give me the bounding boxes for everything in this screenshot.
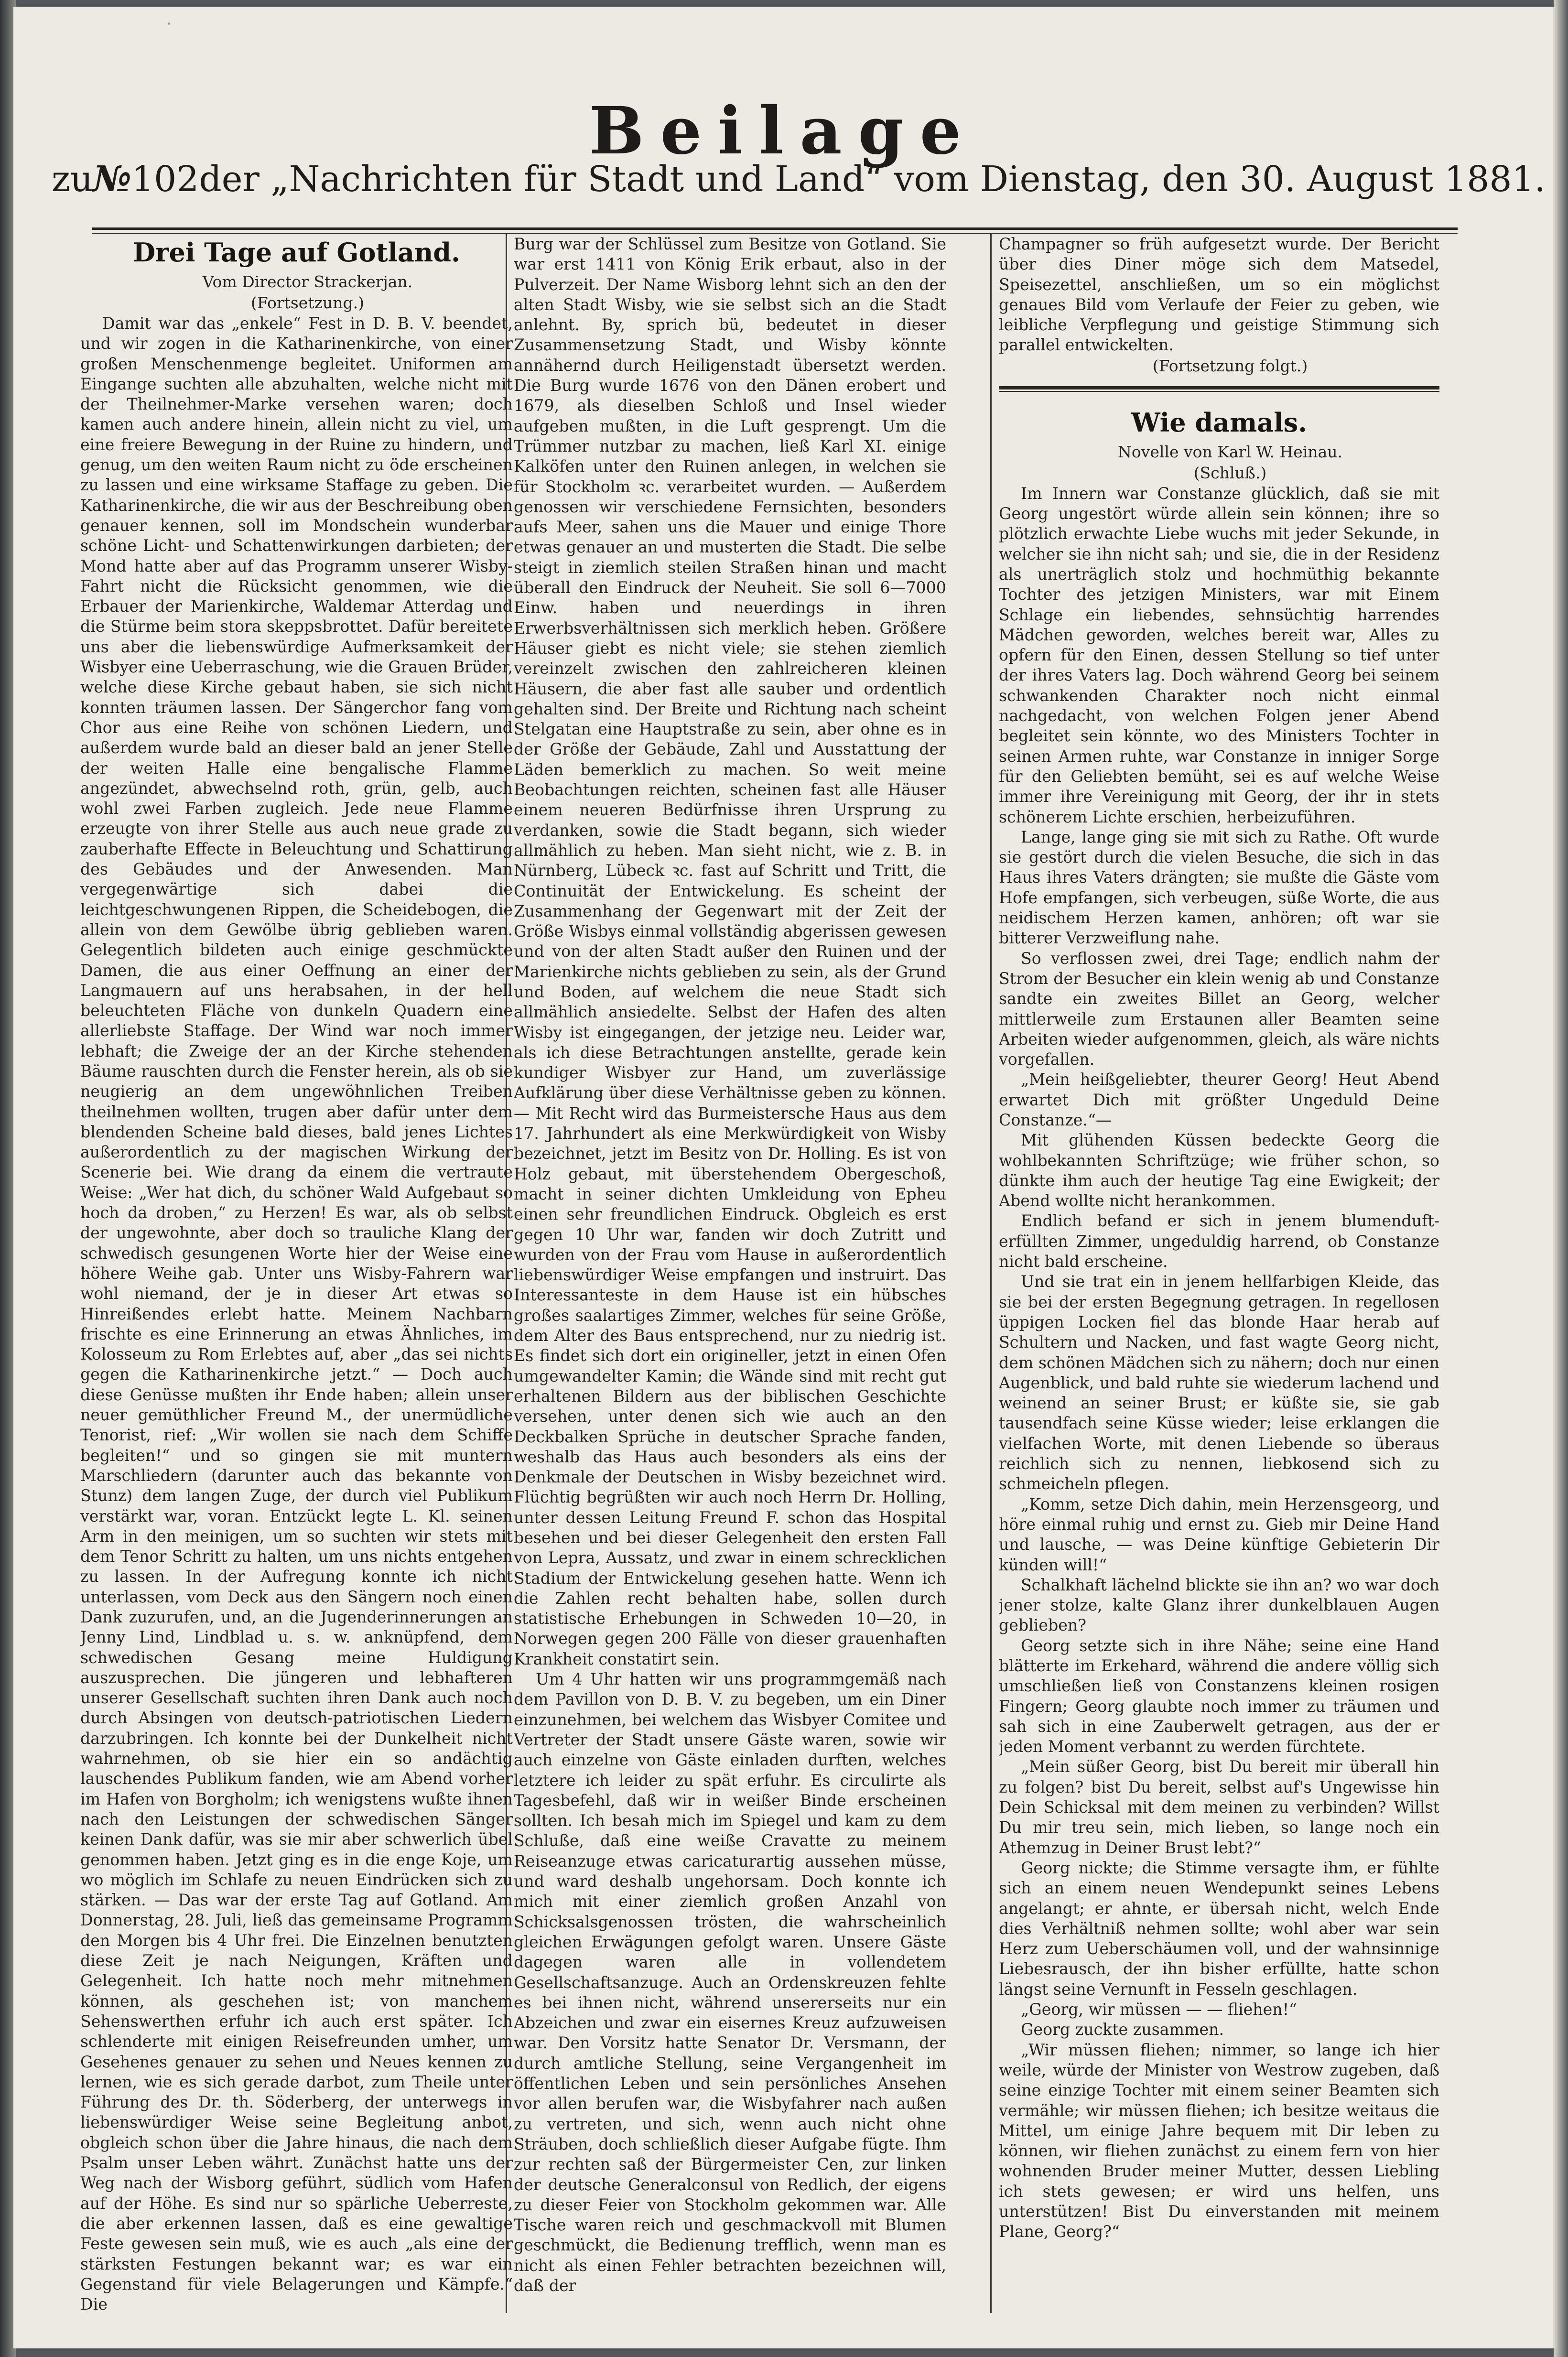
article-continued-wie-damals: (Schluß.) — [1193, 463, 1267, 482]
column-1 — [80, 234, 513, 2315]
article-title-wie-damals: Wie damals. — [1131, 407, 1307, 438]
novel-paragraph: „Wir müssen fliehen; nimmer, so lange ich hier weile, würde der Minister von Westrow zugeben, daß seine einzige Tochter mit einem seiner Beamten sich vermähle; wir müssen fliehen; ich besitze weitaus die Mittel, um einige Jahre bequem mit Dir leben zu können, wir fliehen zunächst zu einem fern von hier wohnenden Bruder meiner Mutter, dessen Liebling ich stets gewesen; er wird uns helfen, uns unterstützen! Bist Du einverstanden mit meinem Plane, Georg?“ — [999, 2040, 1439, 2241]
novel-paragraph: Endlich befand er sich in jenem blumenduft-erfüllten Zimmer, ungeduldig harrend, ob Constanze nicht bald erscheine. — [999, 1211, 1439, 1271]
column-3 — [999, 234, 1439, 2315]
column-2 — [514, 234, 946, 2315]
article-byline-gotland: Vom Director Strackerjan. — [202, 272, 413, 291]
novel-paragraph: „Mein heißgeliebter, theurer Georg! Heut Abend erwartet Dich mit größter Ungeduld Deine Constanze.“— — [999, 1070, 1439, 1129]
scan-right-edge — [1554, 0, 1568, 2357]
article-body-col2b: Um 4 Uhr hatten wir uns programmgemäß nach dem Pavillon von D. B. V. zu begeben, um ein Diner einzunehmen, bei welchem das Wisbyer Comitee und Vertreter der Stadt unsere Gäste waren, sowie wir auch einzelne von Gäste einladen durften, welches letztere ich leider zu spät erfuhr. Es circulirte als Tagesbefehl, daß wir in weißer Binde erscheinen sollten. Ich besah mich im Spiegel und kam zu dem Schluße, daß eine weiße Cravatte zu meinem Reiseanzuge etwas caricaturartig aussehen müsse, und ward deshalb ungehorsam. Doch konnte ich mich mit einer ziemlich großen Anzahl von Schicksalsgenossen trösten, die wahrscheinlich gleichen Erwägungen gefolgt waren. Unsere Gäste dagegen waren alle in vollendetem Gesellschaftsanzuge. Auch an Ordenskreuzen fehlte es bei ihnen nicht, während unsererseits nur ein Abzeichen und zwar ein eisernes Kreuz aufzuweisen war. Den Vorsitz hatte Senator Dr. Versmann, der durch amtliche Stellung, seine Vergangenheit im öffentlichen Leben und sein persönliches Ansehen vor allen berufen war, die Wisbyfahrer nach außen zu vertreten, und sich, wenn auch nicht ohne Sträuben, doch schließlich dieser Aufgabe fügte. Ihm zur rechten saß der Bürgermeister Cen, zur linken der deutsche Generalconsul von Redlich, der eigens zu dieser Feier von Stockholm gekommen war. Alle Tische waren reich und geschmackvoll mit Blumen geschmückt, die Bedienung trefflich, wenn man es nicht als einen Fehler betrachten bezeichnen will, daß der — [514, 1670, 946, 2295]
number-sign: № — [93, 159, 132, 200]
novel-paragraph: Georg setzte sich in ihre Nähe; seine eine Hand blätterte im Erkehard, während die andere völlig sich umschließen ließ von Constanzens kleinen rosigen Fingern; Georg glaubte noch immer zu träumen und sah sich in eine Zauberwelt getragen, aus der er jeden Moment verbannt zu werden fürchtete. — [999, 1636, 1439, 1756]
novel-paragraph: „Mein süßer Georg, bist Du bereit mir überall hin zu folgen? bist Du bereit, selbst auf's Ungewisse hin Dein Schicksal mit dem meinen zu verbinden? Willst Du mir treu sein, mich lieben, so lange noch ein Athemzug in Deiner Brust lebt?“ — [999, 1757, 1439, 1857]
novel-paragraph: Mit glühenden Küssen bedeckte Georg die wohlbekannten Schriftzüge; wie früher schon, so dünkte ihm auch der heutige Tag eine Ewigkeit; der Abend wollte nicht herankommen. — [999, 1131, 1439, 1211]
issue-rest: der „Nachrichten für Stadt und Land“ vom Dienstag, den 30. August 1881. — [199, 159, 1546, 200]
novel-paragraph: So verflossen zwei, drei Tage; endlich nahm der Strom der Besucher ein klein wenig ab und Constanze sandte ein zweites Billet an Georg, welcher mittlerweile zum Erstaunen aller Beamten seine Arbeiten wieder aufgenommen, gleich, als wäre nichts vorgefallen. — [999, 949, 1439, 1069]
masthead-rule — [92, 227, 1458, 234]
novel-paragraph: Georg nickte; die Stimme versagte ihm, er fühlte sich an einem neuen Wendepunkt seines Lebens angelangt; er ahnte, er übersah nicht, welch Ende dies Verhältniß nehmen sollte; wohl aber war sein Herz zum Ueberschäumen voll, und der wahnsinnige Liebesrausch, der ihn bisher erfüllte, hatte schon längst seine Vernunft in Fesseln geschlagen. — [999, 1858, 1439, 1999]
article-continued-gotland: (Fortsetzung.) — [251, 293, 364, 312]
novel-paragraph: Lange, lange ging sie mit sich zu Rathe. Oft wurde sie gestört durch die vielen Besuche, die sich in das Haus ihres Vaters drängten; sie mußte die Gäste vom Hofe empfangen, sich verbeugen, süße Worte, die aus neidischem Herzen kamen, anhören; oft war sie bitterer Verzweiflung nahe. — [999, 827, 1439, 948]
novel-paragraph: „Georg, wir müssen — — fliehen!“ — [1021, 2000, 1297, 2019]
article-body-col3: Champagner so früh aufgesetzt wurde. Der Bericht über dies Diner möge sich dem Matsedel, Speisezettel, anschließen, um so ein möglichst genaues Bild vom Verlaufe der Feier zu geben, wie leibliche Verpflegung und geistige Stimmung sich parallel entwickelten. — [999, 235, 1439, 355]
issue-prefix: zu — [52, 159, 93, 200]
masthead-title: Beilage — [589, 93, 978, 169]
column-rule-2 — [990, 234, 992, 2313]
article-separator — [999, 386, 1439, 392]
article-byline-wie-damals: Novelle von Karl W. Heinau. — [1117, 442, 1343, 461]
corner-smudge: · — [166, 14, 172, 33]
article-title-gotland: Drei Tage auf Gotland. — [133, 237, 460, 268]
novel-paragraph: Schalkhaft lächelnd blickte sie ihn an? wo war doch jener stolze, kalte Glanz ihrer dunkelblauen Augen geblieben? — [999, 1575, 1439, 1635]
issue-number: 102 — [131, 159, 199, 200]
novel-paragraph: Und sie trat ein in jenem hellfarbigen Kleide, das sie bei der ersten Begegnung getragen. In regellosen üppigen Locken fiel das blonde Haar herab auf Schultern und Nacken, und fast wagte Georg nicht, dem schönen Mädchen sich zu nähern; doch nur einen Augenblick, und bald ruhte sie wiederum lachend und weinend an seiner Brust; er küßte sie, sie gab tausendfach seine Küsse wieder; leise erklangen die vielfachen Worte, mit denen Liebende so überaus reichlich sich zu nennen, liebkosend sich zu schmeicheln pflegen. — [999, 1272, 1439, 1493]
to-be-continued-note: (Fortsetzung folgt.) — [1152, 356, 1308, 375]
novel-paragraph: Georg zuckte zusammen. — [1021, 2020, 1224, 2039]
novel-paragraph: „Komm, setze Dich dahin, mein Herzensgeorg, und höre einmal ruhig und ernst zu. Gieb mir Deine Hand und lausche, — was Deine künftige Gebieterin Dir künden will!“ — [999, 1494, 1439, 1574]
issue-line — [52, 159, 1546, 200]
novel-paragraph: Im Innern war Constanze glücklich, daß sie mit Georg ungestört würde allein sein können; ihre so plötzlich erwachte Liebe wuchs mit jeder Sekunde, in welcher sie ihn nicht sah; und sie, die in der Residenz als unerträglich stolz und hochmüthig bekannte Tochter des jetzigen Ministers, war mit Einem Schlage ein liebendes, sehnsüchtig harrendes Mädchen geworden, welches bereit war, Alles zu opfern für den Einen, dessen Stellung so tief unter der ihres Vaters lag. Doch während Georg bei seinem schwankenden Charakter noch nicht einmal nachgedacht, von welchen Folgen jener Abend begleitet sein könnte, wo des Ministers Tochter in seinen Armen ruhte, war Constanze in inniger Sorge für den Geliebten bemüht, sei es auf welche Weise immer ihre Vereinigung mit Georg, der ihr in stets schönerem Lichte erschien, herbeizuführen. — [999, 484, 1439, 826]
article-body-col2: Burg war der Schlüssel zum Besitze von Gotland. Sie war erst 1411 von König Erik erbaut, also in der Pulverzeit. Der Name Wisborg lehnt sich an den der alten Stadt Wisby, wie sie selbst sich an die Stadt anlehnt. By, sprich bü, bedeutet in dieser Zusammensetzung Stadt, und Wisby könnte annähernd durch Heiligenstadt übersetzt werden. Die Burg wurde 1676 von den Dänen erobert und 1679, als dieselben Schloß und Insel wieder aufgeben mußten, in die Luft gesprengt. Um die Trümmer nutzbar zu machen, ließ Karl XI. einige Kalköfen unter den Ruinen anlegen, in welchen sie für Stockholm ꝛc. verarbeitet wurden. — Außerdem genossen wir verschiedene Fernsichten, besonders aufs Meer, sahen uns die Mauer und einige Thore etwas genauer an und musterten die Stadt. Die selbe steigt in ziemlich steilen Straßen hinan und macht überall den Eindruck der Neuheit. Sie soll 6—7000 Einw. haben und neuerdings in ihren Erwerbsverhältnissen sich merklich heben. Größere Häuser giebt es nicht viele; sie stehen ziemlich vereinzelt zwischen den zahlreicheren kleinen Häusern, die aber fast alle sauber und ordentlich gehalten sind. Der Breite und Richtung nach scheint Stelgatan eine Hauptstraße zu sein, aber ohne es in der Größe der Gebäude, Zahl und Ausstattung der Läden bemerklich zu machen. So weit meine Beobachtungen reichten, scheinen fast alle Häuser einem neueren Bedürfnisse ihren Ursprung zu verdanken, sowie die Stadt begann, sich wieder allmählich zu heben. Man sieht nicht, wie z. B. in Nürnberg, Lübeck ꝛc. fast auf Schritt und Tritt, die Continuität der Entwickelung. Es scheint der Zusammenhang der Gegenwart mit der Zeit der Größe Wisbys einmal vollständig abgerissen gewesen und von der alten Stadt außer den Ruinen und der Marienkirche nichts geblieben zu sein, als der Grund und Boden, auf welchem die neue Stadt sich allmählich ansiedelte. Selbst der Hafen des alten Wisby ist eingegangen, der jetzige neu. Leider war, als ich diese Betrachtungen anstellte, gerade kein kundiger Wisbyer zur Hand, um zuverlässige Aufklärung über diese Verhältnisse geben zu können. — Mit Recht wird das Burmeistersche Haus aus dem 17. Jahrhundert als eine Merkwürdigkeit von Wisby bezeichnet, jetzt im Besitz von Dr. Holling. Es ist von Holz gebaut, mit überstehendem Obergeschoß, macht in seiner dichten Umkleidung von Epheu einen sehr freundlichen Eindruck. Obgleich es erst gegen 10 Uhr war, fanden wir doch Zutritt und wurden von der Frau vom Hause in außerordentlich liebenswürdiger Weise empfangen und instruirt. Das Interessanteste in dem Hause ist ein hübsches großes saalartiges Zimmer, welches für seine Größe, dem Alter des Baus entsprechend, nur zu niedrig ist. Es findet sich dort ein origineller, jetzt in einen Ofen umgewandelter Kamin; die Wände sind mit recht gut erhaltenen Bildern aus der biblischen Geschichte versehen, unter denen sich wie auch an den Deckbalken Sprüche in deutscher Sprache fanden, weshalb das Haus auch besonders als eins der Denkmale der Deutschen in Wisby bezeichnet wird. Flüchtig begrüßten wir auch noch Herrn Dr. Holling, unter dessen Leitung Freund F. schon das Hospital besehen und bei dieser Gelegenheit den ersten Fall von Lepra, Aussatz, und zwar in einem schrecklichen Stadium der Entwickelung gesehen hatte. Wenn ich die Zahlen recht behalten habe, sollen durch statistische Erhebungen in Schweden 10—20, in Norwegen gegen 200 Fälle von dieser grauenhaften Krankheit constatirt sein. — [514, 235, 946, 1668]
article-body-col1: Damit war das „enkele“ Fest in D. B. V. beendet, und wir zogen in die Katharinenkirche, von einer großen Menschenmenge begleitet. Uniformen am Eingange suchten alle abzuhalten, welche nicht mit der Theilnehmer-Marke versehen waren; doch kamen auch andere hinein, allein nicht zu viel, um eine freiere Bewegung in der Ruine zu hindern, und genug, um den weiten Raum nicht zu öde erscheinen zu lassen und eine wirksame Staffage zu geben. Die Katharinenkirche, die wir aus der Beschreibung oben genauer kennen, soll im Mondschein wunderbar schöne Licht- und Schattenwirkungen darbieten; der Mond hatte aber auf das Programm unserer Wisby-Fahrt nicht die Rücksicht genommen, wie die Erbauer der Marienkirche, Waldemar Atterdag und die Stürme beim stora skeppsbrottet. Dafür bereitete uns aber die liebenswürdige Aufmerksamkeit der Wisbyer eine Ueberraschung, wie die Grauen Brüder, welche diese Kirche gebaut haben, sie sich nicht konnten träumen lassen. Der Sängerchor fang vom Chor aus eine Reihe von schönen Liedern, und außerdem wurde bald an dieser bald an jener Stelle der weiten Halle eine bengalische Flamme angezündet, abwechselnd roth, grün, gelb, auch wohl zwei Farben zugleich. Jede neue Flamme erzeugte von ihrer Stelle aus auch neue grade zu zauberhafte Effecte in Beleuchtung und Schattirung des Gebäudes und der Anwesenden. Man vergegenwärtige sich dabei die leichtgeschwungenen Rippen, die Scheidebogen, die allein von dem Gewölbe übrig geblieben waren. Gelegentlich bildeten auch einige geschmückte Damen, die aus einer Oeffnung an einer der Langmauern auf uns herabsahen, in der hell beleuchteten Fläche von dunkeln Quadern eine allerliebste Staffage. Der Wind war noch immer lebhaft; die Zweige der an der Kirche stehenden Bäume rauschten durch die Fenster herein, als ob sie neugierig an dem ungewöhnlichen Treiben theilnehmen wollten, trugen aber dafür unter dem blendenden Scheine bald dieses, bald jenes Lichtes außerordentlich zu der magischen Wirkung der Scenerie bei. Wie drang da einem die vertraute Weise: „Wer hat dich, du schöner Wald Aufgebaut so hoch da droben,“ zu Herzen! Es war, als ob selbst der ungewohnte, aber doch so trauliche Klang der schwedisch gesungenen Worte hier der Weise eine höhere Weihe gab. Unter uns Wisby-Fahrern war wohl niemand, der je in dieser Art etwas so Hinreißendes erlebt hatte. Meinem Nachbarn frischte es eine Erinnerung an etwas Ähnliches, im Kolosseum zu Rom Erlebtes auf, aber „das sei nichts gegen die Katharinenkirche jetzt.“ — Doch auch diese Genüsse mußten ihr Ende haben; allein unser neuer gemüthlicher Freund M., der unermüdliche Tenorist, rief: „Wir wollen sie nach dem Schiffe begleiten!“ und so gingen sie mit muntern Marschliedern (darunter auch das bekannte von Stunz) dem langen Zuge, der durch viel Publikum verstärkt war, voran. Entzückt legte L. Kl. seinen Arm in den meinigen, um so suchten wir stets mit dem Tenor Schritt zu halten, um uns nichts entgehen zu lassen. In der Aufregung konnte ich nicht unterlassen, vom Deck aus den Sängern noch einen Dank zuzurufen, und, an die Jugenderinnerungen an Jenny Lind, Lindblad u. s. w. anknüpfend, dem schwedischen Gesang meine Huldigung auszusprechen. Die jüngeren und lebhafteren unserer Gesellschaft suchten ihren Dank auch noch durch Absingen von deutsch-patriotischen Liedern darzubringen. Ich konnte bei der Dunkelheit nicht wahrnehmen, ob sie hier ein so andächtig lauschendes Publikum fanden, wie am Abend vorher im Hafen von Borgholm; ich wenigstens wußte ihnen nach den Leistungen der schwedischen Sänger keinen Dank dafür, was sie mir aber schwerlich übel genommen haben. Jetzt ging es in die enge Koje, um wo möglich im Schlafe zu neuen Eindrücken sich zu stärken. — Das war der erste Tag auf Gotland. Am Donnerstag, 28. Juli, ließ das gemeinsame Programm den Morgen bis 4 Uhr frei. Die Einzelnen benutzten diese Zeit je nach Neigungen, Kräften und Gelegenheit. Ich hatte noch mehr mitnehmen können, als geschehen ist; von manchem Sehenswerthen erfuhr ich auch erst später. Ich schlenderte mit einigen Reisefreunden umher, um Gesehenes genauer zu sehen und Neues kennen zu lernen, wie es sich gerade darbot, zum Theile unter Führung des Dr. th. Söderberg, der unterwegs in liebenswürdiger Weise seine Begleitung anbot, obgleich schon über die Jahre hinaus, die nach dem Psalm unser Leben währt. Zunächst hatte uns der Weg nach der Wisborg geführt, südlich vom Hafen auf der Höhe. Es sind nur so spärliche Ueberreste, die aber erkennen lassen, daß es eine gewaltige Feste gewesen sein muß, wie es auch „als eine der stärksten Festungen bekannt war; es war ein Gegenstand für viele Belagerungen und Kämpfe.“ Die — [80, 314, 513, 2314]
